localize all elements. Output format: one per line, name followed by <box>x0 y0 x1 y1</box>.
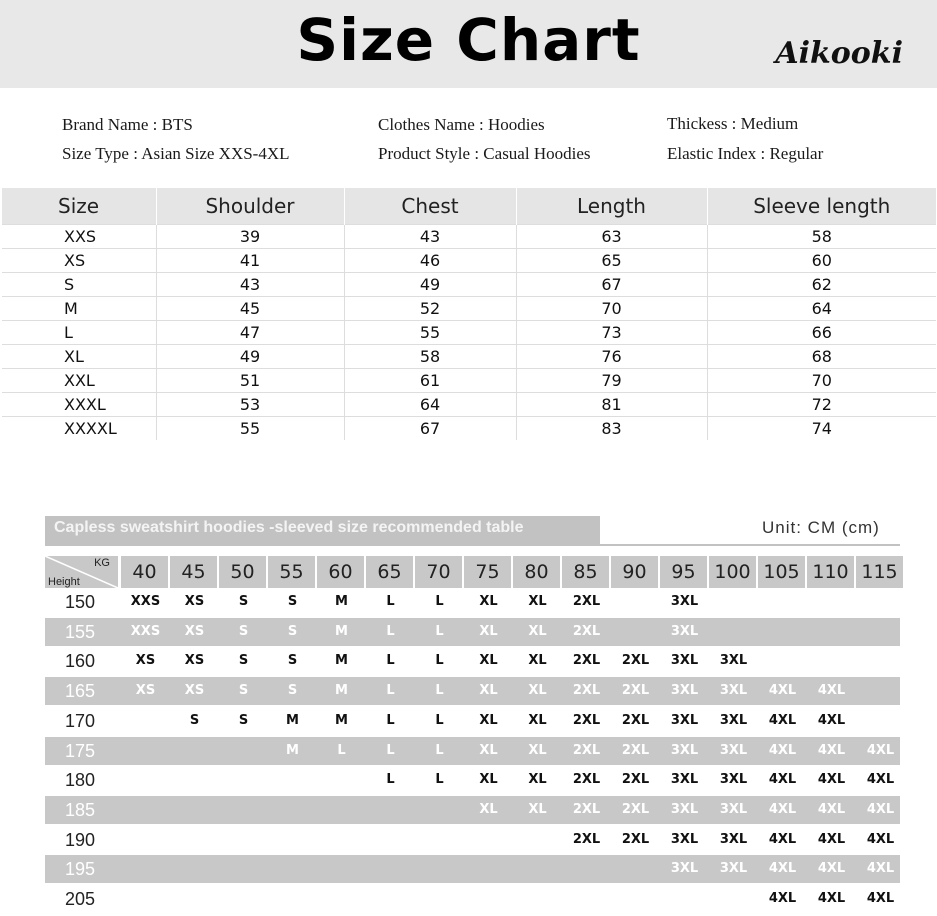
brand-logo: Aikooki <box>775 36 903 71</box>
size-cell: M <box>335 683 348 698</box>
table-cell: 67 <box>516 273 707 297</box>
height-label: Height <box>48 576 80 588</box>
size-cell: XL <box>528 713 547 728</box>
table-cell: XXL <box>2 369 156 393</box>
table-row <box>2 249 936 273</box>
height-value: 155 <box>65 622 96 642</box>
size-cell: L <box>386 653 395 668</box>
weight-col-header: 85 <box>562 556 609 588</box>
size-cell: XL <box>479 624 498 639</box>
table-cell: 83 <box>516 417 707 441</box>
size-cell: 3XL <box>719 713 748 728</box>
weight-col-header: 65 <box>366 556 413 588</box>
table-cell: 43 <box>156 273 344 297</box>
size-cell: 2XL <box>572 624 601 639</box>
height-value: 170 <box>65 711 96 731</box>
height-value: 195 <box>65 859 96 879</box>
table-row <box>2 393 936 417</box>
weight-col-header: 60 <box>317 556 364 588</box>
table-cell: XXXL <box>2 393 156 417</box>
size-cell: L <box>337 743 346 758</box>
table-cell: 52 <box>344 297 516 321</box>
size-cell: 2XL <box>572 713 601 728</box>
size-cell: S <box>238 713 249 728</box>
size-cell: 3XL <box>670 713 699 728</box>
recommend-row <box>45 647 900 675</box>
size-cell: XS <box>135 683 156 698</box>
table-row <box>2 321 936 345</box>
size-cell: 3XL <box>719 861 748 876</box>
table-row <box>2 345 936 369</box>
table-cell: 76 <box>516 345 707 369</box>
weight-col-header: 40 <box>121 556 168 588</box>
size-cell: 4XL <box>866 832 895 847</box>
size-cell: 3XL <box>719 743 748 758</box>
size-cell: 2XL <box>621 772 650 787</box>
size-cell: 3XL <box>670 802 699 817</box>
size-cell: 3XL <box>719 653 748 668</box>
size-cell: 4XL <box>866 891 895 906</box>
recommend-row <box>45 766 900 794</box>
table-cell: 66 <box>707 321 936 345</box>
size-cell: M <box>335 594 348 609</box>
size-cell: XXS <box>130 624 161 639</box>
size-cell: 4XL <box>768 772 797 787</box>
size-cell: 3XL <box>719 832 748 847</box>
size-cell: 3XL <box>670 861 699 876</box>
table-cell: 47 <box>156 321 344 345</box>
table-cell: L <box>2 321 156 345</box>
size-cell: 4XL <box>768 832 797 847</box>
info-elastic-index: Elastic Index : Regular <box>667 144 824 163</box>
size-cell: S <box>238 624 249 639</box>
weight-col-header: 100 <box>709 556 756 588</box>
size-cell: S <box>287 594 298 609</box>
table-cell: 58 <box>344 345 516 369</box>
size-cell: L <box>435 624 444 639</box>
recommend-row <box>45 677 900 705</box>
table-cell: XL <box>2 345 156 369</box>
size-cell: 3XL <box>670 772 699 787</box>
size-cell: 4XL <box>866 802 895 817</box>
size-cell: 2XL <box>621 713 650 728</box>
weight-col-header: 105 <box>758 556 805 588</box>
weight-col-header: 55 <box>268 556 315 588</box>
weight-col-header: 115 <box>856 556 903 588</box>
table-cell: XXS <box>2 225 156 249</box>
size-cell: 3XL <box>719 683 748 698</box>
size-cell: M <box>286 743 299 758</box>
weight-col-header: 75 <box>464 556 511 588</box>
col-shoulder: Shoulder <box>156 188 344 225</box>
page-title: Size Chart <box>296 6 641 74</box>
size-cell: XL <box>479 802 498 817</box>
size-cell: 4XL <box>866 743 895 758</box>
size-cell: 4XL <box>768 861 797 876</box>
size-cell: L <box>435 653 444 668</box>
table-row <box>2 225 936 249</box>
size-cell: L <box>386 683 395 698</box>
size-cell: XL <box>528 653 547 668</box>
unit-label: Unit: CM (cm) <box>762 518 880 537</box>
size-cell: L <box>386 743 395 758</box>
size-cell: 4XL <box>817 743 846 758</box>
size-cell: 4XL <box>768 743 797 758</box>
table-cell: 74 <box>707 417 936 441</box>
table-cell: 53 <box>156 393 344 417</box>
size-cell: XS <box>135 653 156 668</box>
table-cell: 41 <box>156 249 344 273</box>
size-cell: 2XL <box>572 832 601 847</box>
size-cell: L <box>386 772 395 787</box>
size-cell: 3XL <box>670 624 699 639</box>
size-cell: 4XL <box>866 772 895 787</box>
size-cell: 2XL <box>621 743 650 758</box>
size-cell: XS <box>184 594 205 609</box>
size-cell: 2XL <box>621 832 650 847</box>
size-cell: 3XL <box>670 683 699 698</box>
table-cell: 70 <box>707 369 936 393</box>
table-cell: 73 <box>516 321 707 345</box>
weight-col-header: 95 <box>660 556 707 588</box>
size-cell: M <box>335 624 348 639</box>
size-table <box>2 188 936 440</box>
table-row <box>2 273 936 297</box>
col-size: Size <box>2 188 156 225</box>
info-product-style: Product Style : Casual Hoodies <box>378 144 591 163</box>
size-cell: 2XL <box>572 594 601 609</box>
weight-col-header: 45 <box>170 556 217 588</box>
size-cell: 3XL <box>670 832 699 847</box>
size-cell: 4XL <box>817 832 846 847</box>
size-cell: L <box>386 594 395 609</box>
table-cell: 72 <box>707 393 936 417</box>
table-cell: 55 <box>344 321 516 345</box>
size-cell: 4XL <box>768 713 797 728</box>
size-cell: M <box>335 653 348 668</box>
info-clothes-name: Clothes Name : Hoodies <box>378 115 545 134</box>
table-cell: 81 <box>516 393 707 417</box>
recommend-row <box>45 826 900 854</box>
size-cell: 2XL <box>621 683 650 698</box>
size-cell: 4XL <box>866 861 895 876</box>
size-cell: XL <box>528 624 547 639</box>
table-cell: XXXXL <box>2 417 156 441</box>
recommend-row <box>45 737 900 765</box>
size-cell: XL <box>479 594 498 609</box>
size-table-header <box>2 188 936 225</box>
size-cell: 2XL <box>572 743 601 758</box>
table-cell: 63 <box>516 225 707 249</box>
size-cell: L <box>435 683 444 698</box>
table-cell: 64 <box>344 393 516 417</box>
weight-col-header: 80 <box>513 556 560 588</box>
size-cell: 3XL <box>670 743 699 758</box>
size-cell: 2XL <box>621 802 650 817</box>
weight-col-header: 110 <box>807 556 854 588</box>
height-value: 190 <box>65 830 96 850</box>
size-cell: M <box>286 713 299 728</box>
table-cell: M <box>2 297 156 321</box>
table-cell: 45 <box>156 297 344 321</box>
size-cell: XXS <box>130 594 161 609</box>
size-cell: 3XL <box>670 594 699 609</box>
recommend-row <box>45 618 900 646</box>
size-cell: XL <box>479 683 498 698</box>
table-cell: 62 <box>707 273 936 297</box>
height-value: 175 <box>65 741 96 761</box>
table-cell: 70 <box>516 297 707 321</box>
size-cell: 4XL <box>768 891 797 906</box>
size-cell: 2XL <box>572 653 601 668</box>
size-cell: XL <box>528 802 547 817</box>
size-cell: L <box>435 594 444 609</box>
size-cell: XL <box>479 772 498 787</box>
size-cell: S <box>287 653 298 668</box>
table-cell: 55 <box>156 417 344 441</box>
col-chest: Chest <box>344 188 516 225</box>
table-row <box>2 297 936 321</box>
size-cell: 4XL <box>817 802 846 817</box>
size-cell: 2XL <box>572 683 601 698</box>
size-cell: 4XL <box>768 802 797 817</box>
table-cell: 61 <box>344 369 516 393</box>
size-cell: L <box>386 624 395 639</box>
table-cell: 46 <box>344 249 516 273</box>
size-cell: S <box>189 713 200 728</box>
size-cell: XL <box>528 594 547 609</box>
weight-col-header: 50 <box>219 556 266 588</box>
table-cell: 49 <box>156 345 344 369</box>
height-value: 150 <box>65 592 96 612</box>
size-cell: 4XL <box>817 713 846 728</box>
size-cell: 3XL <box>719 802 748 817</box>
size-cell: XL <box>528 772 547 787</box>
recommend-row <box>45 707 900 735</box>
height-value: 185 <box>65 800 96 820</box>
size-cell: 4XL <box>817 772 846 787</box>
table-cell: S <box>2 273 156 297</box>
table-cell: 79 <box>516 369 707 393</box>
size-cell: M <box>335 713 348 728</box>
size-cell: XL <box>479 743 498 758</box>
size-cell: S <box>287 624 298 639</box>
table-cell: 39 <box>156 225 344 249</box>
size-cell: L <box>435 743 444 758</box>
size-cell: XS <box>184 624 205 639</box>
info-brand-name: Brand Name : BTS <box>62 115 193 134</box>
table-row <box>2 417 936 441</box>
size-cell: XL <box>479 653 498 668</box>
table-cell: 58 <box>707 225 936 249</box>
size-cell: 2XL <box>621 653 650 668</box>
size-cell: L <box>386 713 395 728</box>
table-cell: XS <box>2 249 156 273</box>
col-length: Length <box>516 188 707 225</box>
info-thickness: Thickess : Medium <box>667 114 799 133</box>
size-cell: S <box>238 683 249 698</box>
size-cell: L <box>435 713 444 728</box>
size-cell: 2XL <box>572 772 601 787</box>
size-cell: XS <box>184 653 205 668</box>
table-cell: 60 <box>707 249 936 273</box>
weight-col-header: 90 <box>611 556 658 588</box>
recommend-row <box>45 855 900 883</box>
size-cell: XL <box>528 683 547 698</box>
table-cell: 65 <box>516 249 707 273</box>
kg-label: KG <box>94 557 110 569</box>
table-cell: 67 <box>344 417 516 441</box>
corner-header <box>45 556 118 588</box>
size-cell: XL <box>479 713 498 728</box>
size-cell: S <box>238 653 249 668</box>
weight-col-header: 70 <box>415 556 462 588</box>
table-cell: 43 <box>344 225 516 249</box>
recommend-row <box>45 796 900 824</box>
size-cell: 4XL <box>817 891 846 906</box>
table-cell: 49 <box>344 273 516 297</box>
table-cell: 68 <box>707 345 936 369</box>
height-value: 160 <box>65 651 96 671</box>
size-cell: 3XL <box>670 653 699 668</box>
recommend-row <box>45 588 900 616</box>
height-value: 205 <box>65 889 96 909</box>
size-cell: 4XL <box>817 683 846 698</box>
recommend-row <box>45 885 900 913</box>
size-cell: 4XL <box>817 861 846 876</box>
size-cell: 3XL <box>719 772 748 787</box>
size-cell: 2XL <box>572 802 601 817</box>
size-cell: 4XL <box>768 683 797 698</box>
size-cell: S <box>238 594 249 609</box>
height-value: 165 <box>65 681 96 701</box>
table-cell: 64 <box>707 297 936 321</box>
height-value: 180 <box>65 770 96 790</box>
table-cell: 51 <box>156 369 344 393</box>
size-cell: L <box>435 772 444 787</box>
size-cell: S <box>287 683 298 698</box>
table-row <box>2 369 936 393</box>
size-cell: XL <box>528 743 547 758</box>
info-size-type: Size Type : Asian Size XXS-4XL <box>62 144 290 163</box>
recommend-divider <box>45 544 900 546</box>
size-cell: XS <box>184 683 205 698</box>
recommend-title: Capless sweatshirt hoodies -sleeved size recommended table <box>54 519 524 536</box>
col-sleeve-length: Sleeve length <box>707 188 936 225</box>
